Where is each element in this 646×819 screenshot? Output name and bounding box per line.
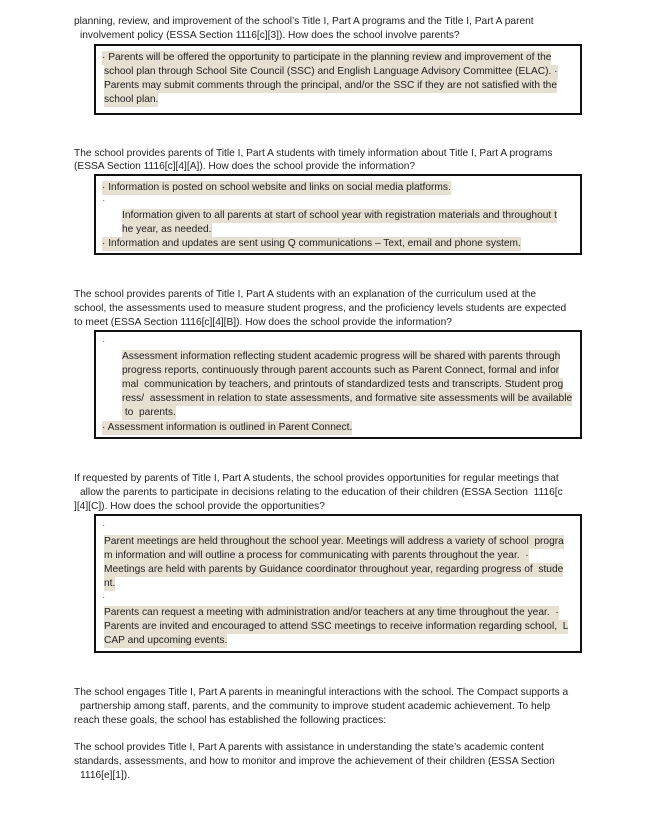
q2-line-1: The school provides parents of Title I, Part A students with timely information about Title I, Part A programs: [74, 148, 553, 159]
response-box-information: [94, 174, 582, 255]
compact-line-2: partnership among staff, parents, and the community to improve student academic achievement. To help: [80, 701, 551, 712]
box2-line-3: he year, as needed.: [122, 224, 212, 235]
box3-line-6: · Assessment information is outlined in Parent Connect.: [102, 422, 353, 433]
box4-line-6: Parents are invited and encouraged to attend SSC meetings to receive information regarding school, L: [104, 621, 569, 632]
box3-bullet: ·: [102, 336, 106, 347]
box4-line-2: m information and will outline a process for communicating with parents throughout the year. ·: [104, 550, 529, 561]
box1-line-2: school plan through School Site Council (SSC) and English Language Advisory Committee (ELAC). ·: [104, 66, 558, 77]
box1-line-1: · Parents will be offered the opportunity to participate in the planning review and improvement of the: [102, 52, 552, 63]
q3-line-3: to meet (ESSA Section 1116[c][4][B]). How does the school provide the information?: [74, 317, 452, 328]
box1-line-3: Parents may submit comments through the principal, and/or the SSC if they are not satisfied with the: [104, 80, 558, 91]
q5-line-2: standards, assessments, and how to monitor and improve the achievement of their children (ESSA Section: [74, 756, 555, 767]
box2-line-4: · Information and updates are sent using Q communications – Text, email and phone system.: [102, 238, 521, 249]
box2-bullet: ·: [102, 195, 106, 206]
box4-line-1: Parent meetings are held throughout the school year. Meetings will address a variety of school progra: [104, 536, 564, 547]
response-box-meetings: [94, 514, 582, 653]
compact-line-3: reach these goals, the school has established the following practices:: [74, 715, 387, 726]
box1-line-4: school plan.: [104, 94, 159, 105]
q5-line-1: The school provides Title I, Part A parents with assistance in understanding the state’s academic content: [74, 742, 544, 753]
box3-line-4: ress/ assessment in relation to state assessments, and formative site assessments will be available: [122, 393, 573, 404]
box2-line-2: Information given to all parents at start of school year with registration materials and throughout t: [122, 210, 557, 221]
intro-line-1: planning, review, and improvement of the school’s Title I, Part A programs and the Title I, Part A parent: [74, 16, 534, 27]
compact-line-1: The school engages Title I, Part A parents in meaningful interactions with the school. The Compact supports a: [74, 687, 569, 698]
q3-line-1: The school provides parents of Title I, Part A students with an explanation of the curriculum used at the: [74, 289, 537, 300]
box4-line-3: Meetings are held with parents by Guidance coordinator throughout year, regarding progress of stude: [104, 564, 564, 575]
q2-line-2: (ESSA Section 1116[c][4][A]). How does the school provide the information?: [74, 161, 416, 172]
box4-bullet-2: ·: [102, 592, 106, 603]
intro-line-2: involvement policy (ESSA Section 1116[c][3]). How does the school involve parents?: [80, 30, 460, 41]
response-box-assessment: [94, 330, 582, 439]
q5-line-3: 1116[e][1]).: [80, 770, 131, 781]
q4-line-3: ][4][C]). How does the school provide the opportunities?: [74, 501, 325, 512]
q3-line-2: school, the assessments used to measure student progress, and the proficiency levels students are expected: [74, 303, 567, 314]
box4-line-7: CAP and upcoming events.: [104, 635, 228, 646]
box4-line-4: nt.: [104, 578, 116, 589]
response-box-involvement: [94, 44, 582, 115]
q4-line-2: allow the parents to participate in decisions relating to the education of their children (ESSA Section 1116[c: [80, 487, 563, 498]
box3-line-1: Assessment information reflecting student academic progress will be shared with parents through: [122, 351, 561, 362]
box4-bullet-1: ·: [102, 520, 106, 531]
box3-line-3: mal communication by teachers, and printouts of standardized tests and transcripts. Student prog: [122, 379, 564, 390]
box2-line-1: · Information is posted on school website and links on social media platforms.: [102, 182, 451, 193]
box3-line-2: progress reports, continuously through parent accounts such as Parent Connect, formal and infor: [122, 365, 560, 376]
box4-line-5: Parents can request a meeting with administration and/or teachers at any time throughout the year. ·: [104, 607, 559, 618]
q4-line-1: If requested by parents of Title I, Part A students, the school provides opportunities for regular meetings that: [74, 473, 559, 484]
box3-line-5: to parents.: [122, 407, 176, 418]
